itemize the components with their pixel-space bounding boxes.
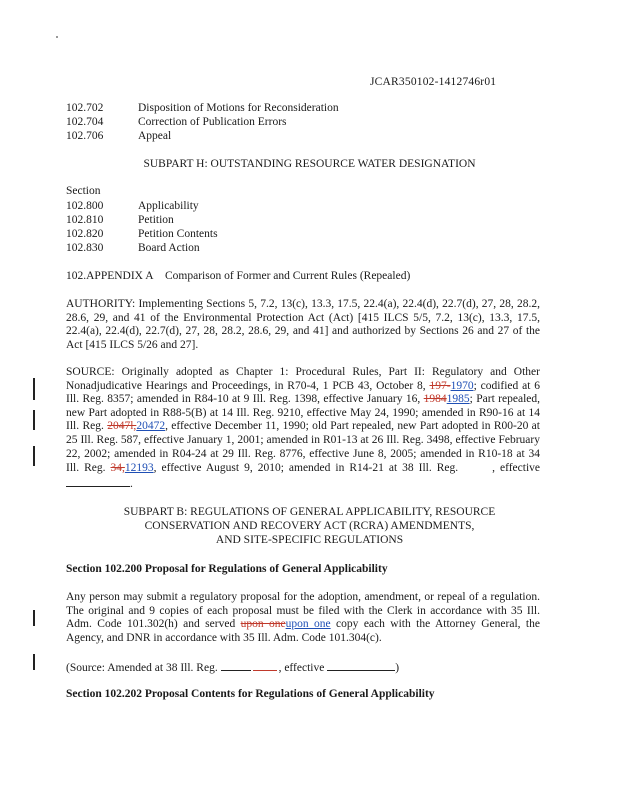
subpart-b-heading-line2: CONSERVATION AND RECOVERY ACT (RCRA) AMENDMENTS, bbox=[144, 520, 475, 532]
section-102-202-heading: Section 102.202 Proposal Contents for Regulations of General Applicability bbox=[66, 688, 435, 700]
deleted-text: 197- bbox=[429, 379, 451, 392]
subpart-b-heading-line1: SUBPART B: REGULATIONS OF GENERAL APPLICABILITY, RESOURCE bbox=[123, 506, 496, 518]
change-bar bbox=[33, 378, 35, 400]
toc-number: 102.704 bbox=[66, 116, 104, 128]
deleted-text: 1984 bbox=[423, 393, 447, 406]
inserted-text: 12193 bbox=[124, 462, 154, 475]
document-id: JCAR350102-1412746r01 bbox=[370, 76, 497, 88]
toc-number: 102.830 bbox=[66, 242, 104, 254]
section-102-200-heading: Section 102.200 Proposal for Regulations of General Applicability bbox=[66, 563, 388, 575]
appendix-title: Comparison of Former and Current Rules (Repealed) bbox=[165, 270, 411, 282]
toc-number: 102.702 bbox=[66, 102, 104, 114]
toc-number: 102.810 bbox=[66, 214, 104, 226]
toc-title: Petition Contents bbox=[138, 228, 218, 240]
section-102-200-body: Any person may submit a regulatory proposal for the adoption, amendment, or repeal of a regulation. The original and 9 copies of each proposal must be filed with the Clerk in accordance with 35 Ill. Adm. Code 101.302(h) and served upon oneupon one copy each with the Attorney General, the Agency, and DNR in accordance with 35 Ill. Adm. Code 101.304(c). bbox=[66, 591, 540, 644]
toc-number: 102.800 bbox=[66, 200, 104, 212]
toc-title: Appeal bbox=[138, 130, 172, 142]
toc-title: Board Action bbox=[138, 242, 200, 254]
toc-number: 102.820 bbox=[66, 228, 104, 240]
blank-space bbox=[458, 461, 492, 471]
change-bar bbox=[33, 610, 35, 626]
section-102-200-source: (Source: Amended at 38 Ill. Reg. , effective ) bbox=[66, 662, 400, 674]
source-paragraph: SOURCE: Originally adopted as Chapter 1: Procedural Rules, Part II: Regulatory and Other Nonadjudicative Hearings and Proceedings, in R70-4, 1 PCB 43, October 8, 197-1970; codified at 6 Ill. Reg. 8357; amended in R84-10 at 9 Ill. Reg. 1398, effective January 16, 19841985; Part repealed, new Part adopted in R88-5(B) at 14 Ill. Reg. 9210, effective May 24, 1990; amended in R90-16 at 14 Ill. Reg. 2047l,20472, effective December 11, 1990; old Part repealed, new Part adopted in R00-20 at 25 Ill. Reg. 587, effective January 1, 2001; amended in R01-13 at 26 Ill. Reg. 3498, effective February 22, 2002; amended in R04-24 at 29 Ill. Reg. 8776, effective June 8, 2005; amended in R10-18 at 34 Ill. Reg. 34,12193, effective August 9, 2010; amended in R14-21 at 38 Ill. Reg. , effective . bbox=[66, 366, 541, 490]
toc-number: 102.706 bbox=[66, 130, 104, 142]
inserted-text: 1985 bbox=[446, 393, 470, 406]
deleted-text: 34, bbox=[110, 462, 125, 475]
change-bar bbox=[33, 446, 35, 466]
toc-title: Applicability bbox=[138, 200, 199, 212]
subpart-b-heading-line3: AND SITE-SPECIFIC REGULATIONS bbox=[215, 534, 404, 546]
section-label: Section bbox=[66, 185, 101, 197]
appendix-number: 102.APPENDIX A bbox=[66, 270, 154, 282]
authority-paragraph: AUTHORITY: Implementing Sections 5, 7.2, 13(c), 13.3, 17.5, 22.4(a), 22.4(d), 22.7(d), 27, 28, 28.2, 28.6, 29, and 41 of the Environmental Protection Act (Act) [415 ILCS 5/5, 7.2, 13(c), 13.3, 17.5, 22.4(a), 22.4(d), 22.7(d), 27, 28, 28.2, 28.6, 29, and 41] and authorized by Sections 26 and 27 of the Act [415 ILCS 5/26 and 27]. bbox=[66, 298, 540, 351]
deleted-text: upon one bbox=[240, 618, 286, 631]
deleted-mark bbox=[253, 663, 277, 671]
inserted-text: upon one bbox=[285, 618, 331, 631]
fill-blank bbox=[221, 660, 251, 671]
deleted-text: 2047l, bbox=[107, 420, 137, 433]
change-bar bbox=[33, 654, 35, 670]
toc-title: Petition bbox=[138, 214, 174, 226]
inserted-text: 20472 bbox=[136, 420, 166, 433]
fill-blank bbox=[66, 476, 130, 487]
toc-title: Correction of Publication Errors bbox=[138, 116, 287, 128]
toc-title: Disposition of Motions for Reconsideration bbox=[138, 102, 339, 114]
change-bar bbox=[33, 410, 35, 430]
subpart-h-heading: SUBPART H: OUTSTANDING RESOURCE WATER DESIGNATION bbox=[143, 158, 476, 170]
scan-speck bbox=[56, 36, 58, 38]
inserted-text: 1970 bbox=[450, 379, 474, 392]
fill-blank bbox=[327, 660, 395, 671]
